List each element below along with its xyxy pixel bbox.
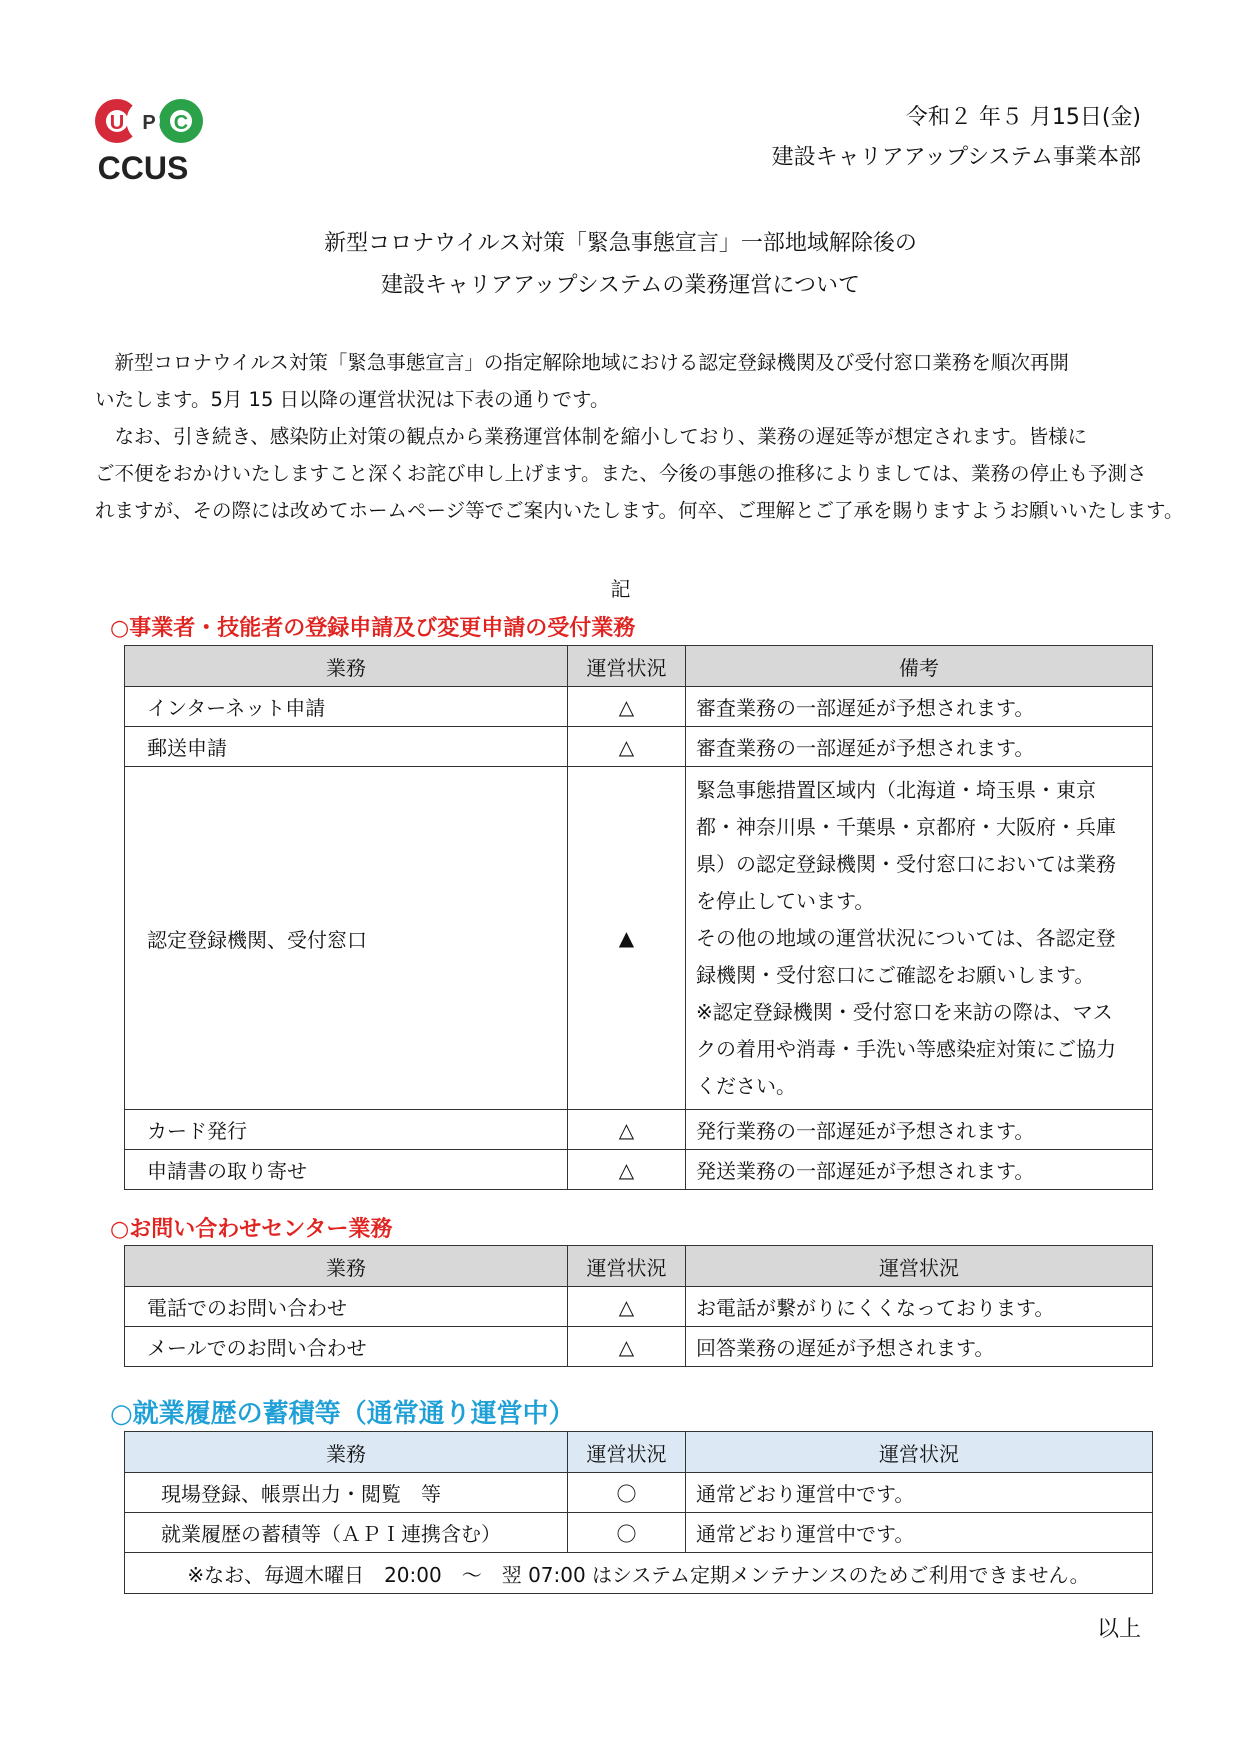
organization-name: 建設キャリアアップシステム事業本部 <box>771 145 1141 170</box>
service-name: 現場登録、帳票出力・閲覧 等 <box>125 1473 568 1513</box>
table-row <box>125 687 1153 727</box>
paragraph-line: ご不便をおかけいたしますこと深くお詫び申し上げます。また、今後の事態の推移によりましては、業務の停止も予測さ <box>95 462 1147 485</box>
service-name: 郵送申請 <box>125 727 568 767</box>
remark-line: 緊急事態措置区域内（北海道・埼玉県・東京 <box>696 777 1096 802</box>
svg-text:P: P <box>142 112 156 134</box>
column-header: 運営状況 <box>686 1432 1153 1473</box>
remark-line: クの着用や消毒・手洗い等感染症対策にご協力 <box>696 1036 1116 1061</box>
remark: お電話が繋がりにくくなっております。 <box>686 1287 1153 1327</box>
service-name: インターネット申請 <box>125 687 568 727</box>
remark <box>686 767 1153 1110</box>
remark: 発行業務の一部遅延が予想されます。 <box>686 1110 1153 1150</box>
paragraph-line: 新型コロナウイルス対策「緊急事態宣言」の指定解除地域における認定登録機関及び受付窓口業務を順次再開 <box>95 351 1069 374</box>
column-header: 運営状況 <box>686 1246 1153 1287</box>
ccus-logo <box>93 93 203 193</box>
intro-paragraph <box>95 344 1145 418</box>
remark-line: 録機関・受付窓口にご確認をお願いします。 <box>696 962 1095 987</box>
registration-table <box>124 645 1153 1190</box>
remark-line: ください。 <box>696 1073 796 1098</box>
inquiry-table <box>124 1245 1153 1367</box>
status-symbol: △ <box>568 727 686 767</box>
doc-title-line1: 新型コロナウイルス対策「緊急事態宣言」一部地域解除後の <box>324 231 917 256</box>
table-header-row <box>125 646 1153 687</box>
section-heading-registration: ○事業者・技能者の登録申請及び変更申請の受付業務 <box>110 616 636 641</box>
service-name: メールでのお問い合わせ <box>125 1327 568 1367</box>
column-header: 業務 <box>125 1246 568 1287</box>
table-row <box>125 727 1153 767</box>
status-symbol: 〇 <box>568 1513 686 1553</box>
remark: 通常どおり運営中です。 <box>686 1473 1153 1513</box>
ki-marker: 記 <box>610 577 631 601</box>
table-row <box>125 1513 1153 1553</box>
status-symbol: △ <box>568 1287 686 1327</box>
service-name: カード発行 <box>125 1110 568 1150</box>
remark: 回答業務の遅延が予想されます。 <box>686 1327 1153 1367</box>
service-name: 電話でのお問い合わせ <box>125 1287 568 1327</box>
table-row <box>125 1473 1153 1513</box>
section-heading-inquiry: ○お問い合わせセンター業務 <box>110 1217 393 1242</box>
table-row <box>125 1150 1153 1190</box>
table-row <box>125 1327 1153 1367</box>
status-symbol: △ <box>568 687 686 727</box>
status-symbol: ▲ <box>568 767 686 1110</box>
svg-text:CCUS: CCUS <box>97 150 189 186</box>
notice-paragraph <box>95 418 1184 529</box>
service-name: 申請書の取り寄せ <box>125 1150 568 1190</box>
remark: 発送業務の一部遅延が予想されます。 <box>686 1150 1153 1190</box>
service-name: 就業履歴の蓄積等（ＡＰＩ連携含む） <box>125 1513 568 1553</box>
table-header-row <box>125 1246 1153 1287</box>
table-row <box>125 767 1153 1110</box>
svg-text:C: C <box>173 112 189 134</box>
column-header: 業務 <box>125 1432 568 1473</box>
remark-line: ※認定登録機関・受付窓口を来訪の際は、マス <box>696 999 1113 1024</box>
service-name: 認定登録機関、受付窓口 <box>125 767 568 1110</box>
remark-line: その他の地域の運営状況については、各認定登 <box>696 925 1116 950</box>
paragraph-line: なお、引き続き、感染防止対策の観点から業務運営体制を縮小しており、業務の遅延等が想定されます。皆様に <box>95 425 1088 448</box>
paragraph-line: れますが、その際には改めてホームページ等でご案内いたします。何卒、ご理解とご了承を賜りますようお願いいたします。 <box>95 499 1184 522</box>
svg-text:U: U <box>109 112 125 134</box>
paragraph-line: いたします。5月 15 日以降の運営状況は下表の通りです。 <box>95 388 610 411</box>
column-header: 業務 <box>125 646 568 687</box>
maintenance-note: ※なお、毎週木曜日 20:00 ～ 翌 07:00 はシステム定期メンテナンスのためご利用できません。 <box>125 1553 1153 1594</box>
column-header: 備考 <box>686 646 1153 687</box>
remark-line: 都・神奈川県・千葉県・京都府・大阪府・兵庫 <box>696 814 1116 839</box>
remark-line: を停止しています。 <box>696 888 875 913</box>
status-symbol: 〇 <box>568 1473 686 1513</box>
table-row <box>125 1287 1153 1327</box>
column-header: 運営状況 <box>568 1246 686 1287</box>
column-header: 運営状況 <box>568 646 686 687</box>
table-row <box>125 1110 1153 1150</box>
document-date: 令和２ 年５ 月15日(金) <box>905 105 1141 130</box>
status-symbol: △ <box>568 1110 686 1150</box>
remark: 審査業務の一部遅延が予想されます。 <box>686 687 1153 727</box>
status-symbol: △ <box>568 1327 686 1367</box>
closing-mark: 以上 <box>1096 1617 1141 1642</box>
work-history-table <box>124 1431 1153 1594</box>
table-footer-row <box>125 1553 1153 1594</box>
table-header-row <box>125 1432 1153 1473</box>
remark: 通常どおり運営中です。 <box>686 1513 1153 1553</box>
column-header: 運営状況 <box>568 1432 686 1473</box>
remark-line: 県）の認定登録機関・受付窓口においては業務 <box>696 851 1116 876</box>
section-heading-work-history: ○就業履歴の蓄積等（通常通り運営中） <box>110 1399 575 1429</box>
remark: 審査業務の一部遅延が予想されます。 <box>686 727 1153 767</box>
doc-title-line2: 建設キャリアアップシステムの業務運営について <box>381 273 860 298</box>
status-symbol: △ <box>568 1150 686 1190</box>
